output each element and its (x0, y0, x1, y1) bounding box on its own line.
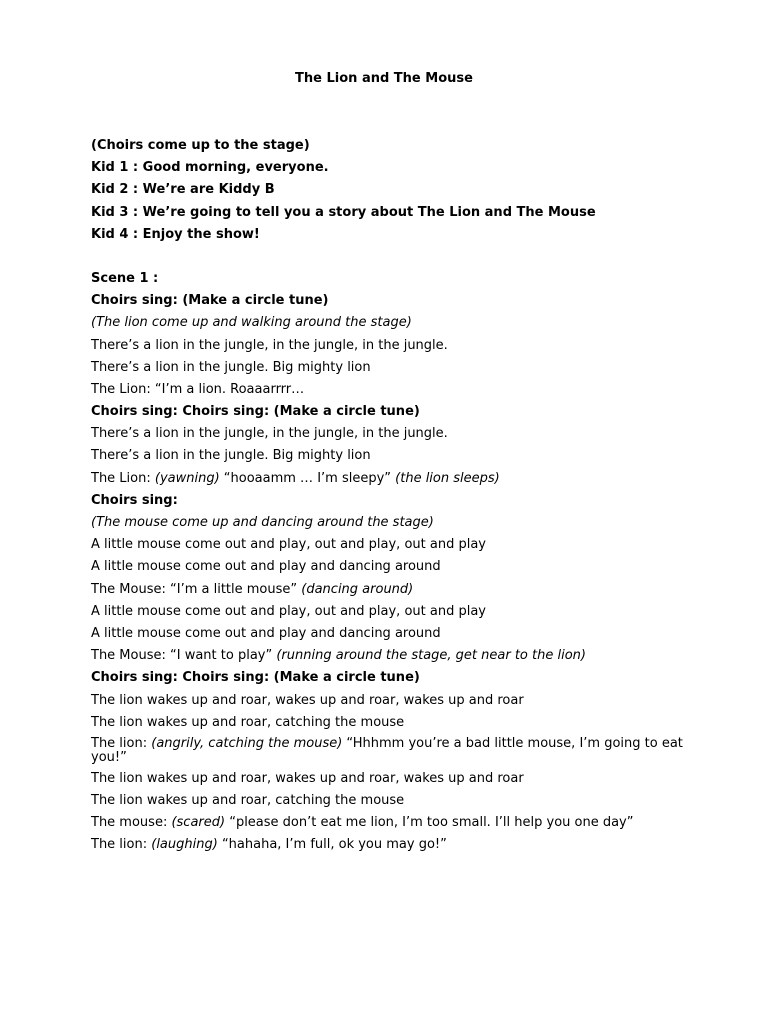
dialogue-text: “please don’t eat me lion, I’m too small. I’ll help you one day” (225, 815, 634, 831)
lyric-line: There’s a lion in the jungle, in the jungle, in the jungle. (91, 337, 448, 353)
speaker: The lion: (91, 735, 152, 751)
dialogue-line (91, 837, 691, 853)
lyric-line: A little mouse come out and play, out and play, out and play (91, 537, 486, 553)
dialogue-line (91, 648, 691, 664)
lyric-line: A little mouse come out and play, out and play, out and play (91, 603, 486, 619)
lyric-line: The lion wakes up and roar, catching the mouse (91, 714, 405, 730)
lyric-line: There’s a lion in the jungle, in the jungle, in the jungle. (91, 426, 448, 442)
stage-direction: (laughing) (151, 837, 218, 853)
dialogue-line: Kid 1 : Good morning, everyone. (91, 160, 329, 176)
lyric-line: There’s a lion in the jungle. Big mighty lion (91, 359, 371, 375)
stage-direction: (The lion come up and walking around the stage) (91, 315, 412, 331)
document-title: The Lion and The Mouse (295, 71, 473, 86)
stage-direction: (running around the stage, get near to the lion) (276, 648, 586, 664)
song-cue: Choirs sing: (Make a circle tune) (91, 293, 329, 309)
speaker: The Lion: (91, 470, 155, 486)
dialogue-line: Kid 2 : We’re are Kiddy B (91, 182, 275, 198)
stage-direction: (yawning) (154, 470, 220, 486)
script-body (91, 138, 691, 860)
dialogue-text: “hooaamm … I’m sleepy” (219, 470, 396, 486)
stage-direction: (angrily, catching the mouse) (151, 735, 343, 751)
spacer (91, 249, 691, 271)
song-cue: Choirs sing: (91, 492, 178, 508)
dialogue-line: The Lion: “I’m a lion. Roaaarrrr… (91, 381, 305, 397)
lyric-line: A little mouse come out and play and dancing around (91, 625, 441, 641)
speaker: The mouse: (91, 815, 172, 831)
dialogue-line: Kid 4 : Enjoy the show! (91, 226, 260, 242)
lyric-line: The lion wakes up and roar, wakes up and roar, wakes up and roar (91, 770, 524, 786)
dialogue-text: The Mouse: “I’m a little mouse” (91, 581, 302, 597)
scene-heading: Scene 1 : (91, 270, 159, 286)
stage-direction: (the lion sleeps) (395, 470, 500, 486)
dialogue-line (91, 815, 691, 831)
stage-direction: (dancing around) (301, 581, 414, 597)
dialogue-line (91, 582, 691, 598)
song-cue: Choirs sing: Choirs sing: (Make a circle tune) (91, 670, 420, 686)
stage-direction: (scared) (171, 815, 226, 831)
dialogue-line (91, 737, 691, 765)
lyric-line: The lion wakes up and roar, catching the mouse (91, 793, 405, 809)
song-cue: Choirs sing: Choirs sing: (Make a circle tune) (91, 404, 420, 420)
stage-direction: (The mouse come up and dancing around the stage) (91, 515, 434, 530)
dialogue-text: The Mouse: “I want to play” (91, 648, 277, 664)
lyric-line: A little mouse come out and play and dancing around (91, 559, 441, 575)
stage-direction: (Choirs come up to the stage) (91, 138, 310, 153)
dialogue-text: “hahaha, I’m full, ok you may go!” (217, 837, 447, 853)
dialogue-line: Kid 3 : We’re going to tell you a story about The Lion and The Mouse (91, 204, 596, 220)
lyric-line: There’s a lion in the jungle. Big mighty lion (91, 448, 371, 464)
lyric-line: The lion wakes up and roar, wakes up and roar, wakes up and roar (91, 692, 524, 708)
speaker: The lion: (91, 837, 152, 853)
dialogue-line (91, 471, 691, 487)
dialogue-text: “Hhhmm you’re a bad little mouse, I’m going to eat you!” (91, 735, 683, 765)
